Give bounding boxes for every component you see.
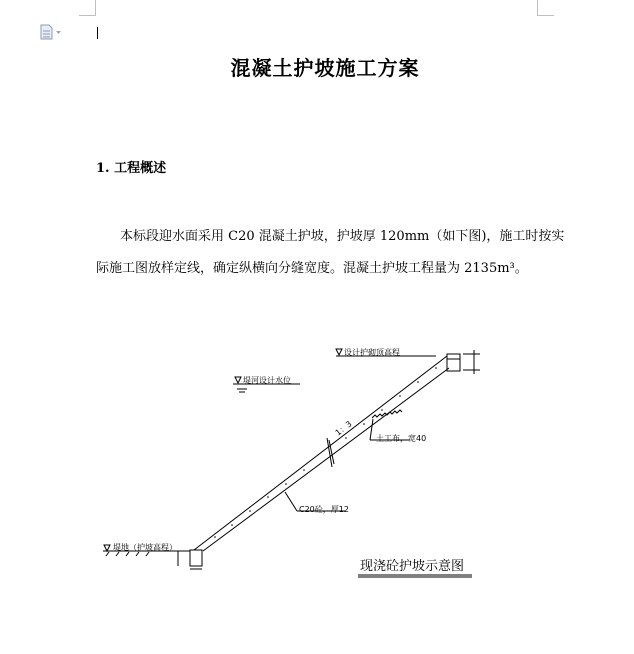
slope-slab-bottom	[203, 368, 449, 551]
toe-block	[190, 550, 202, 566]
label-slope-ratio: 1：3	[333, 419, 354, 438]
paragraph-line-2: 际施工图放样定线，确定纵横向分缝宽度。混凝土护坡工程量为 2135m³。	[96, 261, 528, 276]
toe-level-triangle-icon	[104, 545, 110, 551]
water-level-triangle-icon	[235, 377, 241, 383]
ground-hatch	[106, 552, 149, 556]
crest-level-triangle-icon	[336, 349, 342, 355]
paragraph-line-1: 本标段迎水面采用 C20 混凝土护坡，护坡厚 120mm（如下图)，施工时按实	[120, 229, 565, 244]
label-concrete: C20砼，厚12	[299, 505, 349, 514]
label-design-water-level: 堤河设计水位	[243, 376, 291, 385]
slope-slab-top	[194, 356, 447, 550]
document-title: 混凝土护坡施工方案	[230, 56, 420, 80]
section-heading: 1. 工程概述	[96, 161, 167, 176]
figure-caption: 现浇砼护坡示意图	[360, 559, 465, 574]
label-crest-elevation: 设计护砌顶高程	[344, 348, 400, 357]
label-geotextile: 土工布，宽40	[376, 434, 427, 443]
label-toe-elevation: 堤地（护坡高程）	[113, 543, 177, 552]
